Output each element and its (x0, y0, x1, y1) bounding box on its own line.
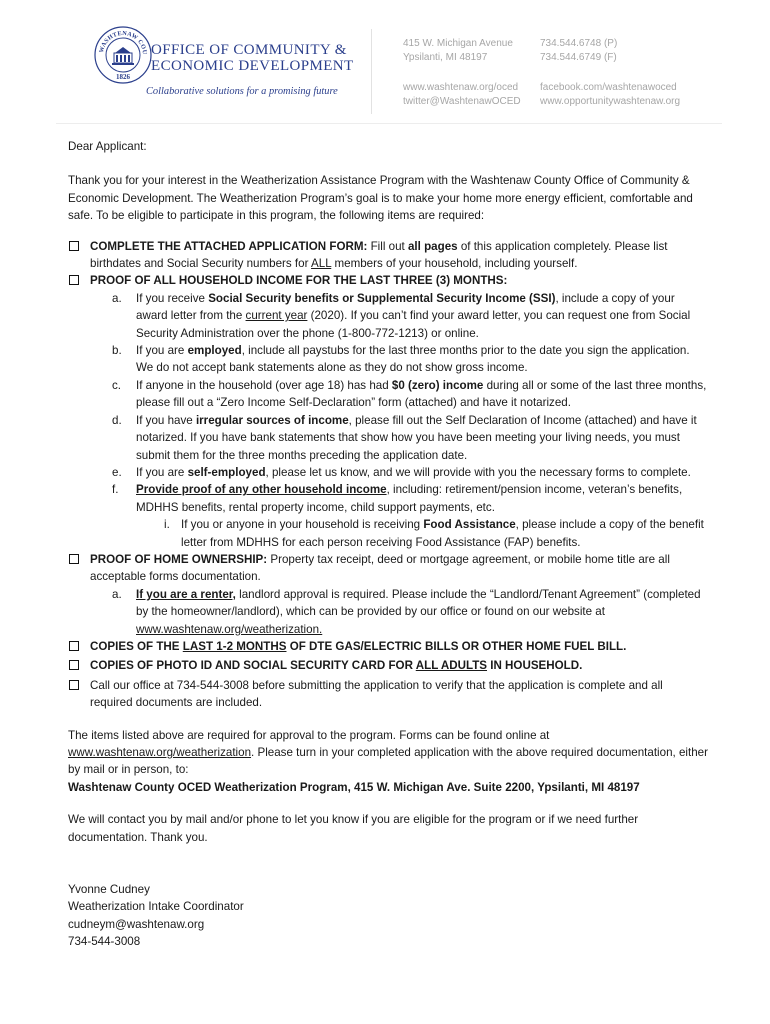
outro-text: The items listed above are required for approval to the program. Forms can be found online at (68, 728, 550, 742)
list-marker: b. (112, 344, 122, 358)
item-text: during all or some of the last three months, please fill out a “Zero Income Self-Declaration” form (attached) and have it notarized. (136, 378, 707, 410)
address-line2: Ypsilanti, MI 48197 (403, 52, 488, 63)
phone-number: 734.544.6748 (P) (540, 38, 618, 49)
item-text: If anyone in the household (over age 18) has had (136, 378, 392, 392)
social-block (540, 81, 680, 109)
signer-phone: 734-544-3008 (68, 935, 141, 949)
submission-paragraph (68, 727, 708, 797)
checklist-item-application-form (68, 238, 708, 273)
list-marker: i. (164, 518, 170, 532)
item-text: IN HOUSEHOLD. (487, 659, 583, 673)
income-subitem-d (68, 412, 708, 464)
letter-body (68, 138, 708, 951)
item-text: If you or anyone in your household is receiving (181, 518, 424, 532)
signer-title: Weatherization Intake Coordinator (68, 900, 244, 914)
item-emphasis: irregular sources of income (195, 413, 349, 427)
seal-name-text: WASHTENAW COU (98, 29, 149, 56)
intro-paragraph: Thank you for your interest in the Weatherization Assistance Program with the Washtenaw County Office of Community & Economic Development. The Weatherization Program’s goal is to make your home more energy efficient, comfortable and safe. To be eligible to participate in this program, the following items are required: (68, 174, 693, 223)
item-emphasis: If you are a renter, (136, 587, 236, 601)
item-emphasis: Provide proof of any other household income (136, 483, 387, 497)
item-text: members of your household, including yourself. (331, 257, 578, 271)
item-title: PROOF OF HOME OWNERSHIP: (90, 552, 268, 566)
opportunity-site-link[interactable]: www.opportunitywashtenaw.org (540, 96, 681, 107)
org-name-line2: ECONOMIC DEVELOPMENT (151, 58, 354, 74)
income-subitem-f (68, 481, 708, 516)
organization-name (151, 42, 354, 74)
income-subitem-a (68, 290, 708, 342)
header-divider (371, 29, 372, 114)
checkbox-icon (69, 641, 79, 651)
item-text: OF DTE GAS/ELECTRIC BILLS OR OTHER HOME FUEL BILL. (286, 639, 627, 653)
item-emphasis: all pages (407, 239, 458, 253)
checklist-item-home-ownership (68, 551, 708, 586)
county-seal-logo (93, 23, 153, 87)
list-marker: a. (112, 291, 122, 305)
list-marker: e. (112, 465, 122, 479)
web-block (403, 81, 521, 109)
item-text: COPIES OF THE (90, 639, 183, 653)
item-text: , please let us know, and we will provide with you the necessary forms to complete. (265, 465, 691, 479)
list-marker: f. (112, 483, 119, 497)
item-emphasis: current year (245, 309, 308, 323)
item-emphasis: $0 (zero) income (391, 378, 484, 392)
submission-address: Washtenaw County OCED Weatherization Program, 415 W. Michigan Ave. Suite 2200, Ypsilanti, MI 48197 (68, 780, 640, 794)
list-marker: a. (112, 587, 122, 601)
item-emphasis: ALL ADULTS (415, 659, 488, 673)
ownership-subitem-a (68, 586, 708, 638)
item-text: Property tax receipt, deed or mortgage agreement, or mobile home title are all acceptable forms documentation. (90, 552, 670, 584)
checkbox-icon (69, 660, 79, 670)
contact-note: We will contact you by mail and/or phone to let you know if you are eligible for the program or if we need further documentation. Thank you. (68, 813, 639, 844)
item-text: , please fill out the Self Declaration of Income (attached) and have it notarized. If you have bank statements that show how you have been meeting your living needs, you must submit them for the three months preceding the application date. (136, 413, 697, 462)
org-name-line1: OFFICE OF COMMUNITY & (151, 42, 347, 58)
address-block (403, 37, 513, 65)
outro-text: . Please turn in your completed application with the above required documentation, either by mail or in person, to: (68, 746, 708, 777)
item-text: landlord approval is required. Please include the “Landlord/Tenant Agreement” (completed by the homeowner/landlord), which can be provided by our office or found on our website at (136, 587, 701, 619)
item-emphasis: Food Assistance (423, 518, 516, 532)
signer-name: Yvonne Cudney (68, 883, 150, 897)
greeting: Dear Applicant: (68, 140, 147, 153)
checkbox-icon (69, 680, 79, 690)
item-text: If you are (136, 344, 188, 358)
income-subitem-f-i (68, 516, 708, 551)
item-text: , please include a copy of the benefit letter from MDHHS for each person receiving Food Assistance (FAP) benefits. (181, 518, 704, 549)
item-text: COPIES OF PHOTO ID AND SOCIAL SECURITY CARD FOR (90, 659, 416, 673)
item-text: (2020). If you can’t find your award letter, you can request one from Social Security Administration over the phone (1-800-772-1213) or online. (136, 309, 691, 340)
item-text: If you are (136, 465, 188, 479)
item-emphasis: ALL (311, 257, 332, 271)
item-text: If you receive (136, 291, 209, 305)
twitter-link[interactable]: twitter@WashtenawOCED (403, 96, 521, 107)
seal-year: 1826 (116, 73, 130, 81)
item-emphasis: employed (187, 344, 242, 358)
address-line1: 415 W. Michigan Avenue (403, 38, 513, 49)
checkbox-icon (69, 275, 79, 285)
item-title: PROOF OF ALL HOUSEHOLD INCOME FOR THE LAST THREE (3) MONTHS: (90, 274, 508, 288)
item-text: , include all paystubs for the last three months prior to the date you sign the application. We do not accept bank statements alone as they do not show gross income. (136, 344, 690, 375)
list-marker: d. (112, 413, 122, 427)
phone-block (540, 37, 617, 65)
item-title: COMPLETE THE ATTACHED APPLICATION FORM: (90, 239, 368, 253)
checkbox-icon (69, 241, 79, 251)
item-text: If you have (136, 413, 196, 427)
facebook-link[interactable]: facebook.com/washtenawoced (540, 82, 677, 93)
item-text: of this application completely. Please list birthdates and Social Security numbers for (90, 239, 668, 271)
signature-block (68, 881, 708, 951)
item-emphasis: Social Security benefits or Supplemental Security Income (SSI) (208, 291, 556, 305)
list-marker: c. (112, 378, 122, 392)
checklist-item-utility-bills (68, 638, 708, 655)
item-emphasis: LAST 1-2 MONTHS (182, 639, 287, 653)
item-text: , include a copy of your award letter from the (136, 291, 675, 323)
income-subitem-c (68, 377, 708, 412)
header-rule (56, 123, 722, 124)
item-text: Call our office at 734-544-3008 before submitting the application to verify that the application is complete and all required documents are included. (90, 678, 663, 710)
item-text: Fill out (367, 239, 408, 253)
income-subitem-e (68, 464, 708, 481)
checklist-item-call-office (68, 677, 708, 712)
tagline: Collaborative solutions for a promising future (146, 86, 338, 97)
weatherization-website-link[interactable]: www.washtenaw.org/weatherization (68, 746, 252, 759)
checklist-item-photo-id (68, 657, 708, 674)
website-link[interactable]: www.washtenaw.org/oced (403, 82, 519, 93)
income-subitem-b (68, 342, 708, 377)
weatherization-link[interactable]: www.washtenaw.org/weatherization. (136, 622, 323, 636)
fax-number: 734.544.6749 (F) (540, 52, 617, 63)
item-emphasis: self-employed (187, 465, 266, 479)
item-text: , including: retirement/pension income, veteran’s benefits, MDHHS benefits, rental property income, child support payments, etc. (136, 483, 683, 514)
checkbox-icon (69, 554, 79, 564)
signer-email[interactable]: cudneym@washtenaw.org (68, 917, 205, 931)
checklist-item-income-proof (68, 272, 708, 289)
